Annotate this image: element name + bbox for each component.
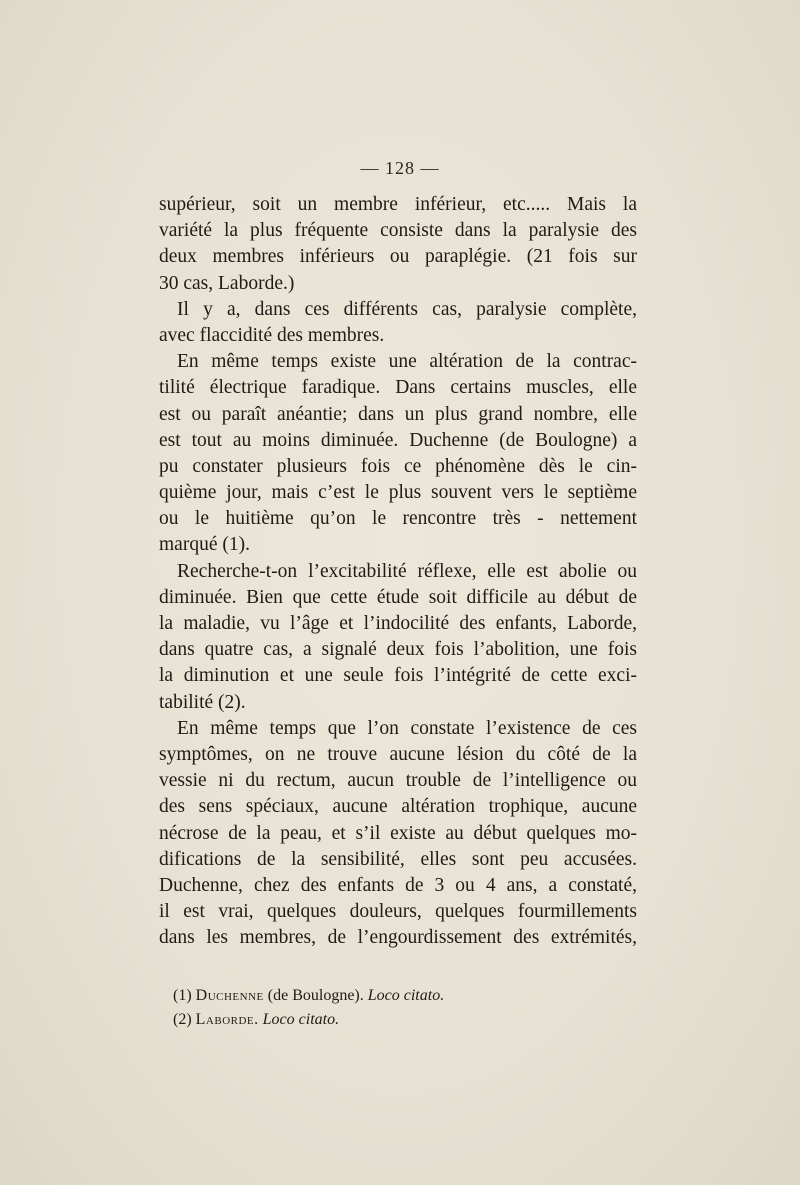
text-line: la maladie, vu l’âge et l’indocilité des enfants, Laborde, bbox=[159, 613, 637, 634]
text-line: dans les membres, de l’engourdissement des extrémités, bbox=[159, 927, 637, 949]
text-line: 30 cas, Laborde.) bbox=[159, 272, 295, 294]
text-line: tilité électrique faradique. Dans certains muscles, elle bbox=[159, 377, 637, 399]
text-line: variété la plus fréquente consiste dans la paralysie des bbox=[159, 220, 637, 242]
text-line: Duchenne, chez des enfants de 3 ou 4 ans, a constaté, bbox=[159, 874, 637, 896]
text-line: avec flaccidité des membres. bbox=[159, 324, 385, 346]
text-line: dans quatre cas, a signalé deux fois l’abolition, une fois bbox=[159, 639, 637, 661]
text-line: est tout au moins diminuée. Duchenne (de Boulogne) a bbox=[159, 429, 637, 451]
text-line: il est vrai, quelques douleurs, quelques fourmillements bbox=[159, 901, 637, 923]
footnote-author: Duchenne bbox=[195, 987, 264, 1004]
page-number: — 128 — bbox=[360, 158, 440, 178]
text-line: des sens spéciaux, aucune altération trophique, aucune bbox=[159, 796, 637, 818]
text-line: vessie ni du rectum, aucun trouble de l’intelligence ou bbox=[159, 770, 637, 792]
footnote-mark: (2) bbox=[173, 1011, 192, 1028]
footnote-author: Laborde. bbox=[195, 1011, 259, 1028]
text-line: pu constater plusieurs fois ce phénomène dès le cin- bbox=[159, 455, 637, 477]
text-line: ou le huitième qu’on le rencontre très - nettement bbox=[159, 508, 637, 530]
footnote-2 bbox=[173, 1008, 444, 1032]
text-line: Il y a, dans ces différents cas, paralysie complète, bbox=[177, 298, 637, 320]
text-line: supérieur, soit un membre inférieur, etc..... Mais la bbox=[159, 194, 637, 215]
footnote-1 bbox=[173, 984, 444, 1008]
body-text bbox=[159, 192, 637, 951]
text-line: diminuée. Bien que cette étude soit difficile au début de bbox=[159, 586, 637, 608]
text-line: En même temps existe une altération de la contrac- bbox=[177, 351, 637, 373]
text-line: difications de la sensibilité, elles sont peu accusées. bbox=[159, 848, 637, 870]
text-line: tabilité (2). bbox=[159, 691, 246, 713]
footnote-source: (de Boulogne). bbox=[263, 987, 368, 1004]
footnote-ref: Loco citato. bbox=[367, 987, 445, 1004]
text-line: En même temps que l’on constate l’existence de ces bbox=[177, 717, 637, 739]
text-line: deux membres inférieurs ou paraplégie. (21 fois sur bbox=[159, 246, 637, 268]
footnotes bbox=[173, 984, 444, 1032]
text-line: est ou paraît anéantie; dans un plus grand nombre, elle bbox=[159, 403, 637, 425]
text-line: Recherche-t-on l’excitabilité réflexe, elle est abolie ou bbox=[177, 560, 637, 582]
footnote-ref: Loco citato. bbox=[262, 1011, 340, 1028]
text-line: symptômes, on ne trouve aucune lésion du côté de la bbox=[159, 743, 637, 765]
footnote-mark: (1) bbox=[173, 987, 192, 1004]
text-line: quième jour, mais c’est le plus souvent vers le septième bbox=[159, 482, 637, 504]
text-line: marqué (1). bbox=[159, 534, 250, 556]
text-line: la diminution et une seule fois l’intégrité de cette exci- bbox=[159, 665, 637, 687]
text-line: nécrose de la peau, et s’il existe au début quelques mo- bbox=[159, 822, 637, 844]
